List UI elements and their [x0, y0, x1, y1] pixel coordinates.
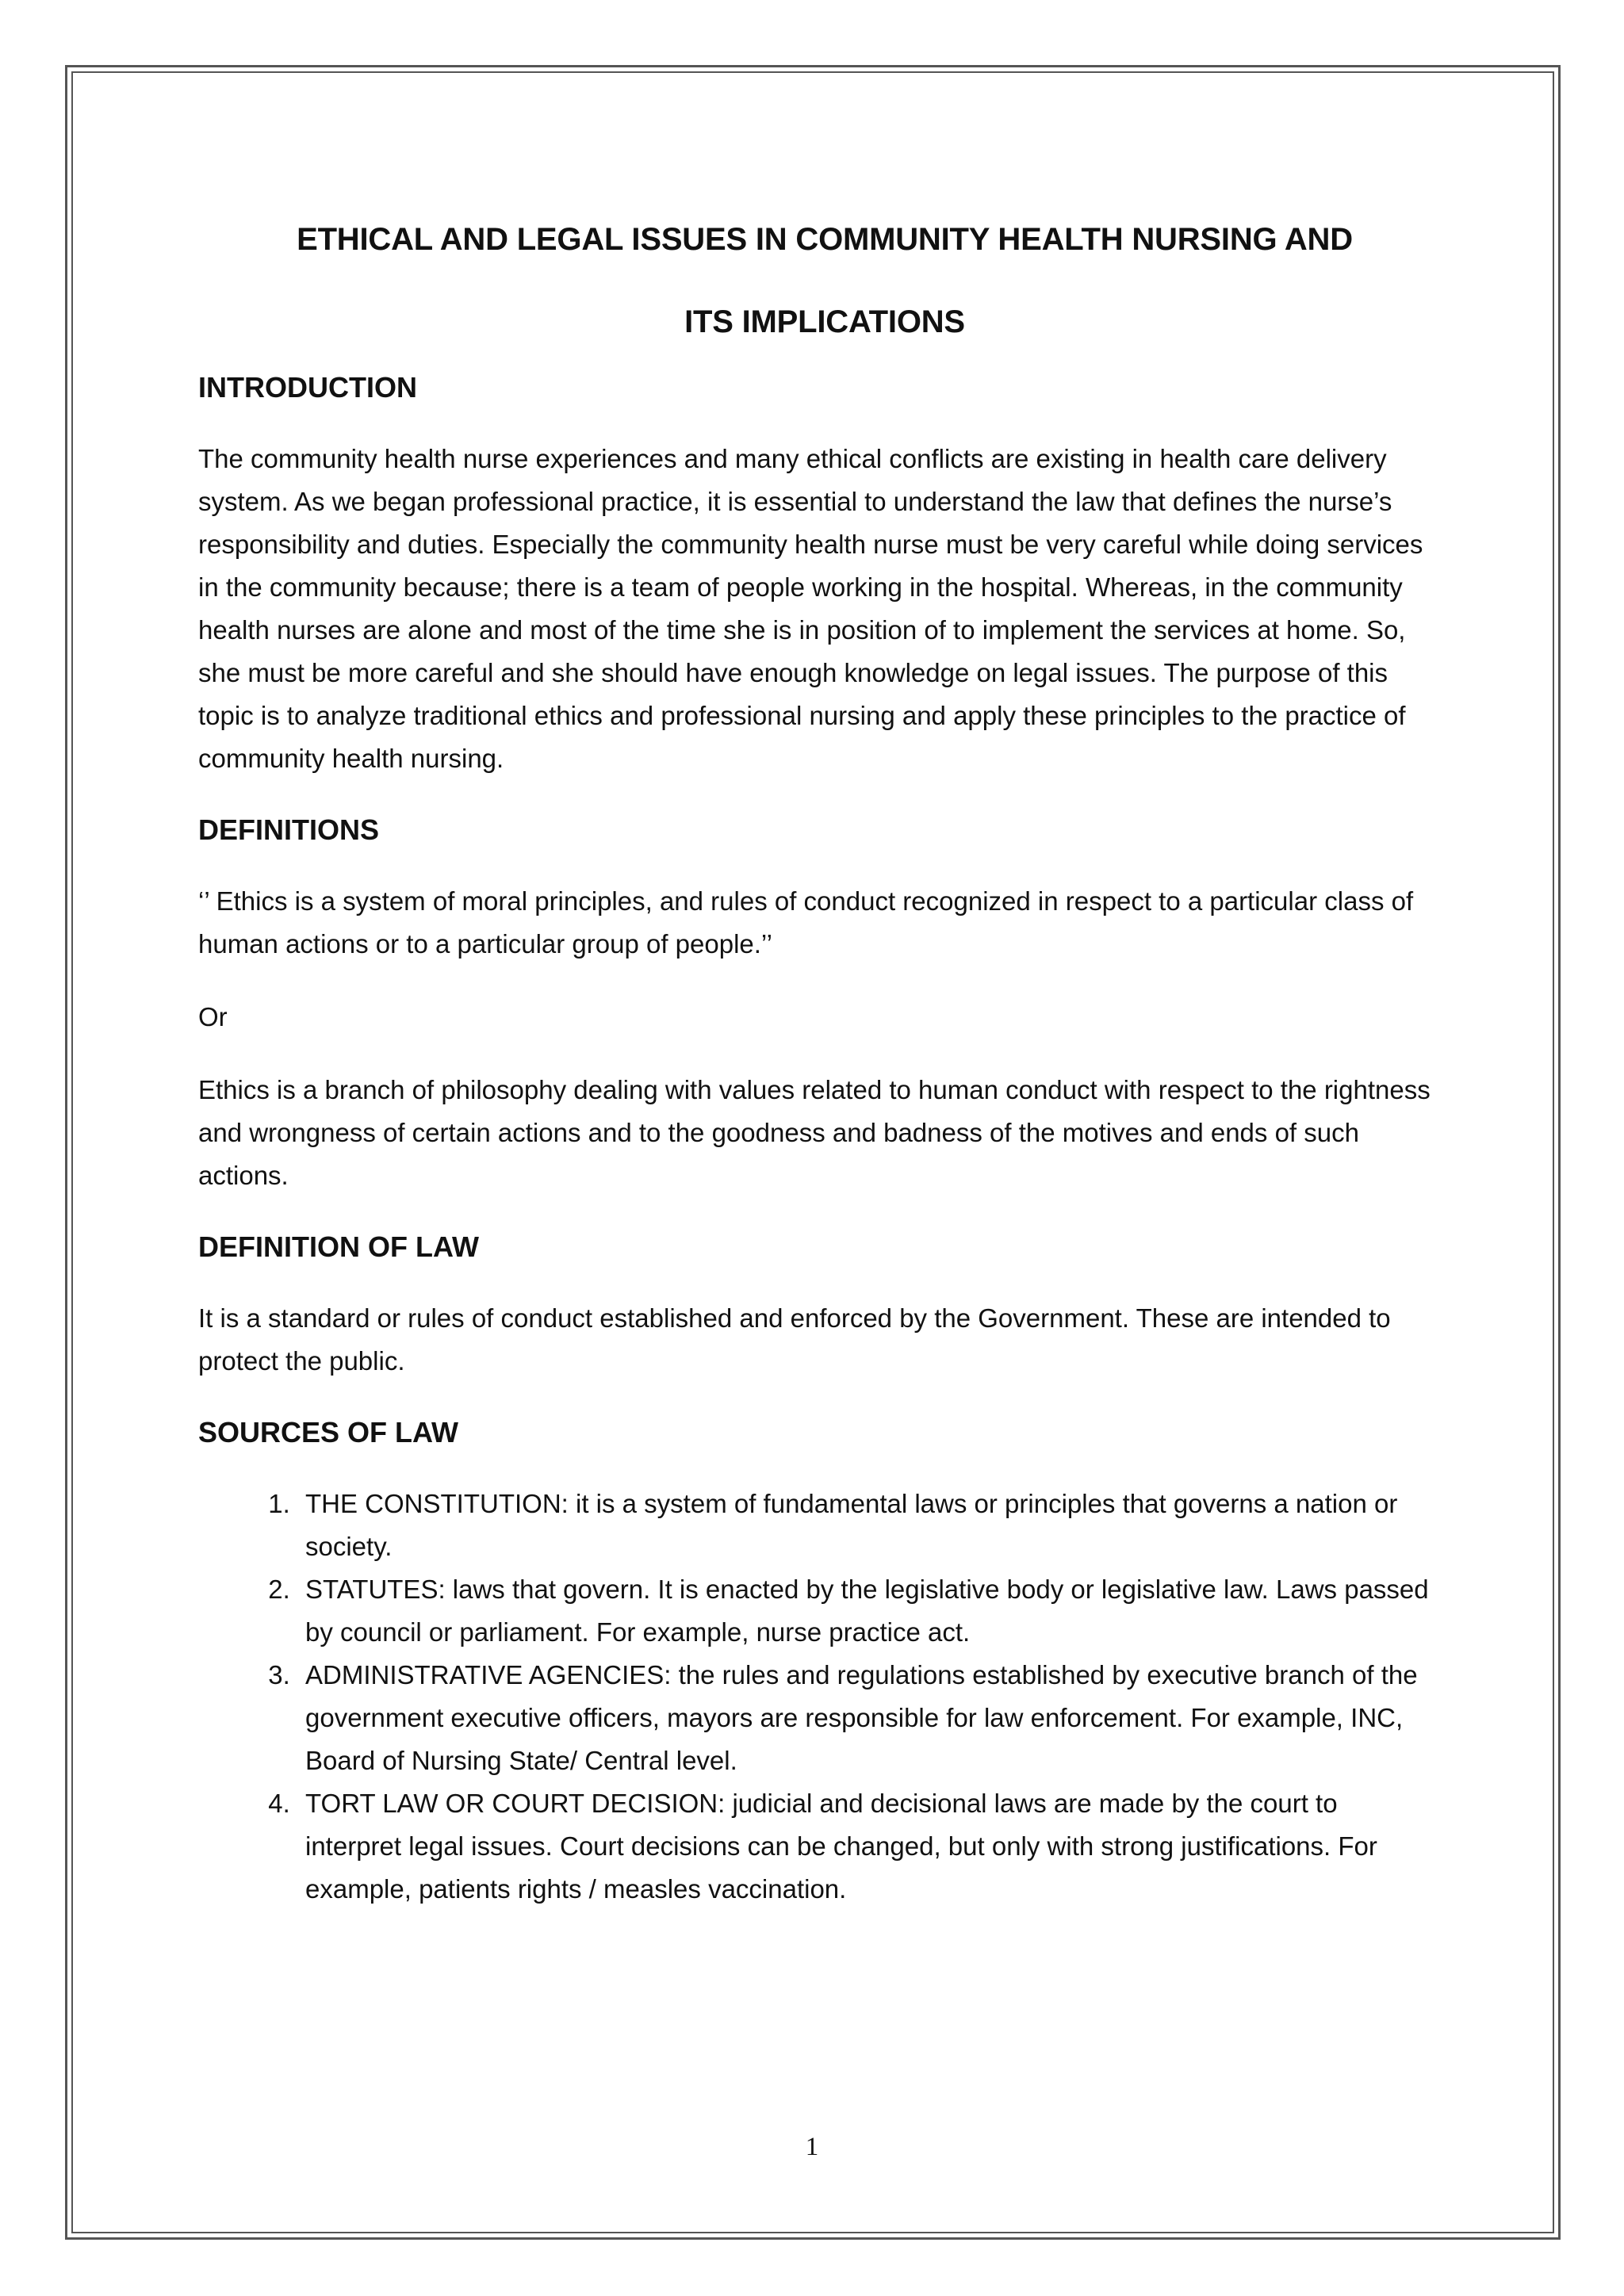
ethics-definition-alt: Ethics is a branch of philosophy dealing with values related to human conduct with respect to the rightness and wrongness of certain actions and to the goodness and badness of the motives and ends of such actions. [198, 1075, 1431, 1190]
list-item: 3. ADMINISTRATIVE AGENCIES: the rules and regulations established by executive branch of the government executive officers, mayors are responsible for law enforcement. For example, INC, Board of Nursing State/ Central level. [297, 1654, 1435, 1782]
page-number: 1 [805, 2133, 819, 2161]
introduction-paragraph: The community health nurse experiences and many ethical conflicts are existing in health care delivery system. As we began professional practice, it is essential to understand the law that defines the nurse’s responsibility and duties. Especially the community health nurse must be very careful while doing services in the community because; there is a team of people working in the hospital. Whereas, in the community health nurses are alone and most of the time she is in position of to implement the services at home. So, she must be more careful and she should have enough knowledge on legal issues. The purpose of this topic is to analyze traditional ethics and professional nursing and apply these principles to the practice of community health nursing. [198, 444, 1423, 773]
document-title-line-2: ITS IMPLICATIONS [684, 304, 965, 339]
list-item: 4. TORT LAW OR COURT DECISION: judicial and decisional laws are made by the court to interpret legal issues. Court decisions can be changed, but only with strong justifications. For example, patients rights / measles vaccination. [297, 1782, 1435, 1911]
definitions-heading: DEFINITIONS [198, 813, 380, 846]
document-body [198, 198, 1435, 1911]
or-separator: Or [198, 1002, 228, 1031]
sources-of-law-list [198, 1483, 1435, 1911]
ethics-definition-quote: ‘’ Ethics is a system of moral principles, and rules of conduct recognized in respect to a particular class of human actions or to a particular group of people.’’ [198, 886, 1414, 959]
list-item: 1. THE CONSTITUTION: it is a system of fundamental laws or principles that governs a nation or society. [297, 1483, 1435, 1568]
list-item: 2. STATUTES: laws that govern. It is enacted by the legislative body or legislative law. Laws passed by council or parliament. For example, nurse practice act. [297, 1568, 1435, 1654]
document-title-line-1: ETHICAL AND LEGAL ISSUES IN COMMUNITY HEALTH NURSING AND [297, 222, 1353, 257]
law-definition-paragraph: It is a standard or rules of conduct established and enforced by the Government. These are intended to protect the public. [198, 1303, 1391, 1376]
introduction-heading: INTRODUCTION [198, 371, 417, 404]
sources-of-law-heading: SOURCES OF LAW [198, 1416, 459, 1448]
definition-of-law-heading: DEFINITION OF LAW [198, 1230, 479, 1263]
